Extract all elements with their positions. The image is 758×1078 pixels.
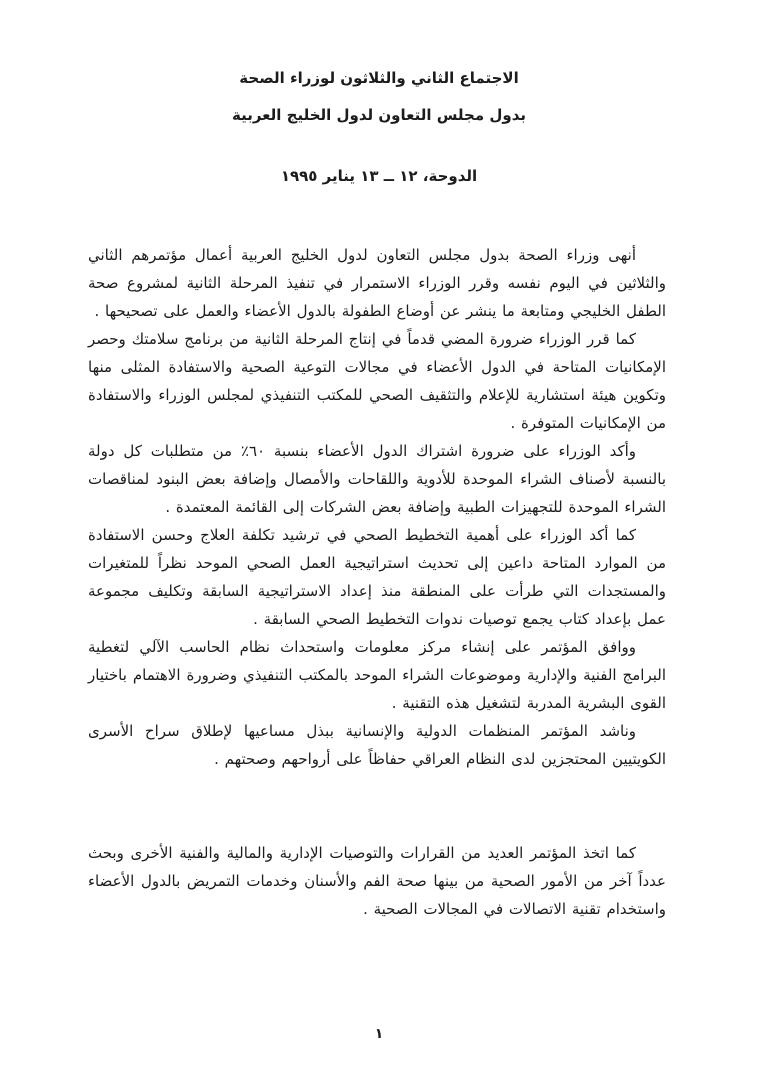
body-paragraph-2: كما قرر الوزراء ضرورة المضي قدماً في إنتاج المرحلة الثانية من برنامج سلامتك وحصر الإمكانيات المتاحة في الدول الأعضاء في مجالات التوعية الصحية والاستفادة المثلى منها وتكوين هيئة استشارية للإعلام والتثقيف الصحي للمكتب التنفيذي لمجلس الوزراء والاستفادة من الإمكانيات المتوفرة . bbox=[88, 330, 666, 432]
page-footer bbox=[0, 1023, 758, 1042]
body-paragraph-3: وأكد الوزراء على ضرورة اشتراك الدول الأعضاء بنسبة ٦٠٪ من متطلبات كل دولة بالنسبة لأصناف الشراء الموحدة للأدوية واللقاحات والأمصال وإضافة بعض البنود لمناقصات الشراء الموحدة للتجهيزات الطبية وإضافة بعض الشركات إلى القائمة المعتمدة . bbox=[88, 442, 666, 516]
meeting-date-location: الدوحة، ١٢ ــ ١٣ يناير ١٩٩٥ bbox=[280, 167, 478, 185]
body-paragraph-1: أنهى وزراء الصحة بدول مجلس التعاون لدول الخليج العربية أعمال مؤتمرهم الثاني والثلاثين في اليوم نفسه وقرر الوزراء الاستمرار في تنفيذ المرحلة الثانية لمشروع صحة الطفل الخليجي ومتابعة ما ينشر عن أوضاع الطفولة بالدول الأعضاء والعمل على تصحيحها . bbox=[88, 246, 666, 320]
body-paragraph-6: وناشد المؤتمر المنظمات الدولية والإنسانية ببذل مساعيها لإطلاق سراح الأسرى الكويتيين المحتجزين لدى النظام العراقي حفاظاً على أرواحهم وصحتهم . bbox=[88, 722, 666, 768]
document-header bbox=[0, 0, 758, 185]
body-paragraph-5: ووافق المؤتمر على إنشاء مركز معلومات واستحداث نظام الحاسب الآلي لتغطية البرامج الفنية والإدارية وموضوعات الشراء الموحد بالمكتب التنفيذي وضرورة الاهتمام باختيار القوى البشرية المدربة لتشغيل هذه التقنية . bbox=[88, 638, 666, 712]
body-paragraph-4: كما أكد الوزراء على أهمية التخطيط الصحي في ترشيد تكلفة العلاج وحسن الاستفادة من الموارد المتاحة داعين إلى تحديث استراتيجية العمل الصحي الموحد نظراً للمتغيرات والمستجدات التي طرأت على المنطقة منذ إعداد الاستراتيجية السابقة وتكليف مجموعة عمل بإعداد كتاب يجمع توصيات ندوات التخطيط الصحي السابقة . bbox=[88, 526, 666, 628]
document-title-line-1: الاجتماع الثاني والثلاثون لوزراء الصحة bbox=[239, 69, 519, 87]
body-paragraph-7: كما اتخذ المؤتمر العديد من القرارات والتوصيات الإدارية والمالية والفنية الأخرى وبحث عدداً آخر من الأمور الصحية من بينها صحة الفم والأسنان وخدمات التمريض بالدول الأعضاء واستخدام تقنية الاتصالات في المجالات الصحية . bbox=[88, 844, 666, 918]
document-body bbox=[0, 241, 758, 923]
page-number: ١ bbox=[374, 1026, 384, 1042]
document-title-line-2: بدول مجلس التعاون لدول الخليج العربية bbox=[232, 106, 526, 124]
